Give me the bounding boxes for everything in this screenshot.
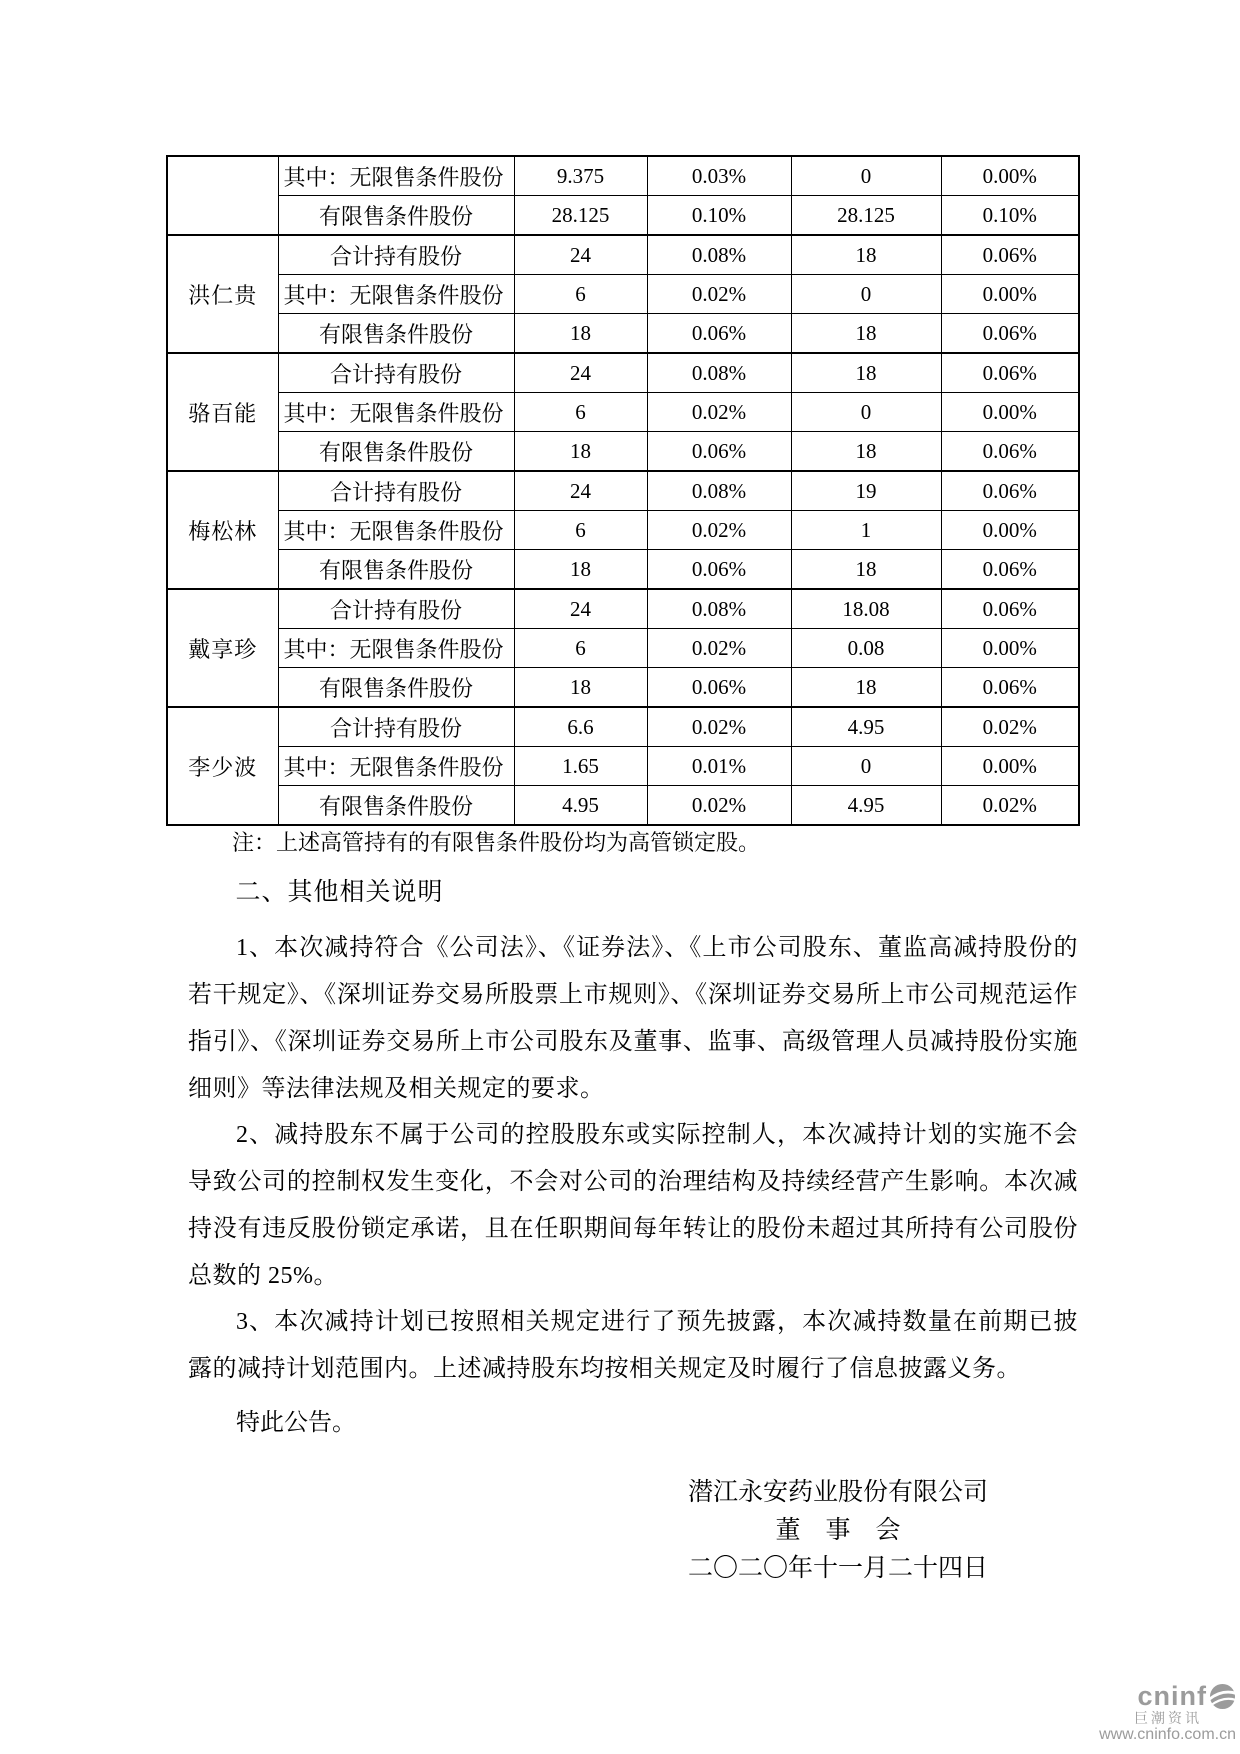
shares-value: 18 <box>514 432 647 472</box>
cninfo-watermark <box>1006 1682 1236 1744</box>
pct-value: 0.08% <box>647 589 791 629</box>
table-row <box>167 589 1079 629</box>
paragraph-2: 2、减持股东不属于公司的控股股东或实际控制人，本次减持计划的实施不会导致公司的控制权发生变化，不会对公司的治理结构及持续经营产生影响。本次减持没有违反股份锁定承诺，且在任职期间每年转让的股份未超过其所持有公司股份总数的 25%。 <box>188 1122 1078 1289</box>
share-type-label: 其中：无限售条件股份 <box>278 629 514 668</box>
pct-value: 0.01% <box>647 747 791 786</box>
pct-after-value: 0.06% <box>941 550 1079 590</box>
table-row <box>167 353 1079 393</box>
cninfo-logo-icon <box>1209 1683 1236 1710</box>
shares-after-value: 19 <box>791 471 941 511</box>
shares-after-value: 0.08 <box>791 629 941 668</box>
table-row <box>167 314 1079 354</box>
closing-statement: 特此公告。 <box>236 1410 356 1436</box>
share-type-label: 其中：无限售条件股份 <box>278 747 514 786</box>
pct-after-value: 0.00% <box>941 393 1079 432</box>
pct-value: 0.03% <box>647 156 791 196</box>
pct-after-value: 0.06% <box>941 353 1079 393</box>
share-type-label: 合计持有股份 <box>278 235 514 275</box>
shareholder-name-cell: 戴享珍 <box>167 589 278 707</box>
pct-value: 0.02% <box>647 786 791 826</box>
pct-after-value: 0.10% <box>941 196 1079 236</box>
pct-after-value: 0.06% <box>941 235 1079 275</box>
signature-block <box>663 1474 1013 1588</box>
shares-value: 18 <box>514 314 647 354</box>
share-type-label: 其中：无限售条件股份 <box>278 156 514 196</box>
shares-after-value: 0 <box>791 275 941 314</box>
pct-after-value: 0.06% <box>941 589 1079 629</box>
shares-after-value: 18 <box>791 550 941 590</box>
shares-after-value: 18 <box>791 432 941 472</box>
share-type-label: 有限售条件股份 <box>278 786 514 826</box>
pct-value: 0.08% <box>647 235 791 275</box>
pct-value: 0.02% <box>647 393 791 432</box>
share-type-label: 有限售条件股份 <box>278 550 514 590</box>
pct-after-value: 0.06% <box>941 432 1079 472</box>
share-type-label: 其中：无限售条件股份 <box>278 511 514 550</box>
table-row <box>167 550 1079 590</box>
shares-after-value: 4.95 <box>791 786 941 826</box>
share-type-label: 合计持有股份 <box>278 471 514 511</box>
shares-after-value: 4.95 <box>791 707 941 747</box>
table-row <box>167 629 1079 668</box>
table-row <box>167 393 1079 432</box>
shares-value: 6 <box>514 275 647 314</box>
table-row <box>167 511 1079 550</box>
shares-after-value: 0 <box>791 393 941 432</box>
shares-value: 24 <box>514 471 647 511</box>
share-type-label: 合计持有股份 <box>278 589 514 629</box>
shares-value: 6 <box>514 393 647 432</box>
cninfo-chinese-name: 巨潮资讯 <box>1134 1710 1202 1727</box>
cninfo-brand-text: cninf <box>1137 1681 1207 1711</box>
share-type-label: 有限售条件股份 <box>278 196 514 236</box>
paragraph-1: 1、本次减持符合《公司法》、《证券法》、《上市公司股东、董监高减持股份的若干规定》、《深圳证券交易所股票上市规则》、《深圳证券交易所上市公司规范运作指引》、《深圳证券交易所上市公司股东及董事、监事、高级管理人员减持股份实施细则》等法律法规及相关规定的要求。 <box>188 935 1078 1102</box>
shares-value: 1.65 <box>514 747 647 786</box>
paragraph-3: 3、本次减持计划已按照相关规定进行了预先披露，本次减持数量在前期已披露的减持计划范围内。上述减持股东均按相关规定及时履行了信息披露义务。 <box>188 1309 1078 1382</box>
share-type-label: 其中：无限售条件股份 <box>278 275 514 314</box>
shares-value: 28.125 <box>514 196 647 236</box>
shares-after-value: 18 <box>791 353 941 393</box>
table-row <box>167 668 1079 708</box>
shareholding-table <box>166 155 1080 826</box>
table-row <box>167 156 1079 196</box>
pct-after-value: 0.02% <box>941 786 1079 826</box>
shares-after-value: 28.125 <box>791 196 941 236</box>
pct-after-value: 0.00% <box>941 511 1079 550</box>
shares-after-value: 0 <box>791 747 941 786</box>
section-heading: 二、其他相关说明 <box>235 879 444 906</box>
shareholder-name-cell: 李少波 <box>167 707 278 825</box>
shares-value: 6.6 <box>514 707 647 747</box>
pct-value: 0.02% <box>647 511 791 550</box>
shares-after-value: 18 <box>791 235 941 275</box>
shareholder-name-cell: 骆百能 <box>167 353 278 471</box>
shares-after-value: 18 <box>791 668 941 708</box>
pct-value: 0.02% <box>647 275 791 314</box>
company-name: 潜江永安药业股份有限公司 <box>687 1479 988 1506</box>
pct-value: 0.06% <box>647 432 791 472</box>
shareholder-name-cell: 梅松林 <box>167 471 278 589</box>
pct-after-value: 0.06% <box>941 314 1079 354</box>
pct-value: 0.08% <box>647 353 791 393</box>
shares-after-value: 1 <box>791 511 941 550</box>
shares-value: 6 <box>514 511 647 550</box>
shareholder-name-cell: 洪仁贵 <box>167 235 278 353</box>
shares-value: 6 <box>514 629 647 668</box>
shares-value: 18 <box>514 550 647 590</box>
pct-after-value: 0.00% <box>941 275 1079 314</box>
table-row <box>167 786 1079 826</box>
pct-value: 0.06% <box>647 668 791 708</box>
cninfo-url: www.cninfo.com.cn <box>1099 1726 1236 1744</box>
share-type-label: 有限售条件股份 <box>278 432 514 472</box>
share-type-label: 合计持有股份 <box>278 707 514 747</box>
signature-date: 二〇二〇年十一月二十四日 <box>687 1555 988 1582</box>
shares-value: 9.375 <box>514 156 647 196</box>
shares-after-value: 0 <box>791 156 941 196</box>
share-type-label: 有限售条件股份 <box>278 314 514 354</box>
pct-value: 0.08% <box>647 471 791 511</box>
table-row <box>167 275 1079 314</box>
pct-after-value: 0.06% <box>941 471 1079 511</box>
pct-after-value: 0.00% <box>941 156 1079 196</box>
shareholder-name-cell <box>167 156 278 235</box>
shares-value: 24 <box>514 353 647 393</box>
share-type-label: 其中：无限售条件股份 <box>278 393 514 432</box>
pct-after-value: 0.00% <box>941 747 1079 786</box>
pct-after-value: 0.00% <box>941 629 1079 668</box>
board-of-directors: 董 事 会 <box>775 1517 901 1544</box>
table-note: 注：上述高管持有的有限售条件股份均为高管锁定股。 <box>232 830 761 855</box>
pct-value: 0.10% <box>647 196 791 236</box>
shares-value: 24 <box>514 235 647 275</box>
pct-after-value: 0.02% <box>941 707 1079 747</box>
share-type-label: 合计持有股份 <box>278 353 514 393</box>
shares-value: 24 <box>514 589 647 629</box>
shares-value: 4.95 <box>514 786 647 826</box>
shares-value: 18 <box>514 668 647 708</box>
share-type-label: 有限售条件股份 <box>278 668 514 708</box>
pct-after-value: 0.06% <box>941 668 1079 708</box>
pct-value: 0.06% <box>647 314 791 354</box>
pct-value: 0.06% <box>647 550 791 590</box>
table-row <box>167 235 1079 275</box>
pct-value: 0.02% <box>647 707 791 747</box>
table-row <box>167 432 1079 472</box>
shares-after-value: 18.08 <box>791 589 941 629</box>
shares-after-value: 18 <box>791 314 941 354</box>
pct-value: 0.02% <box>647 629 791 668</box>
table-row <box>167 471 1079 511</box>
table-row <box>167 196 1079 236</box>
table-row <box>167 747 1079 786</box>
table-row <box>167 707 1079 747</box>
